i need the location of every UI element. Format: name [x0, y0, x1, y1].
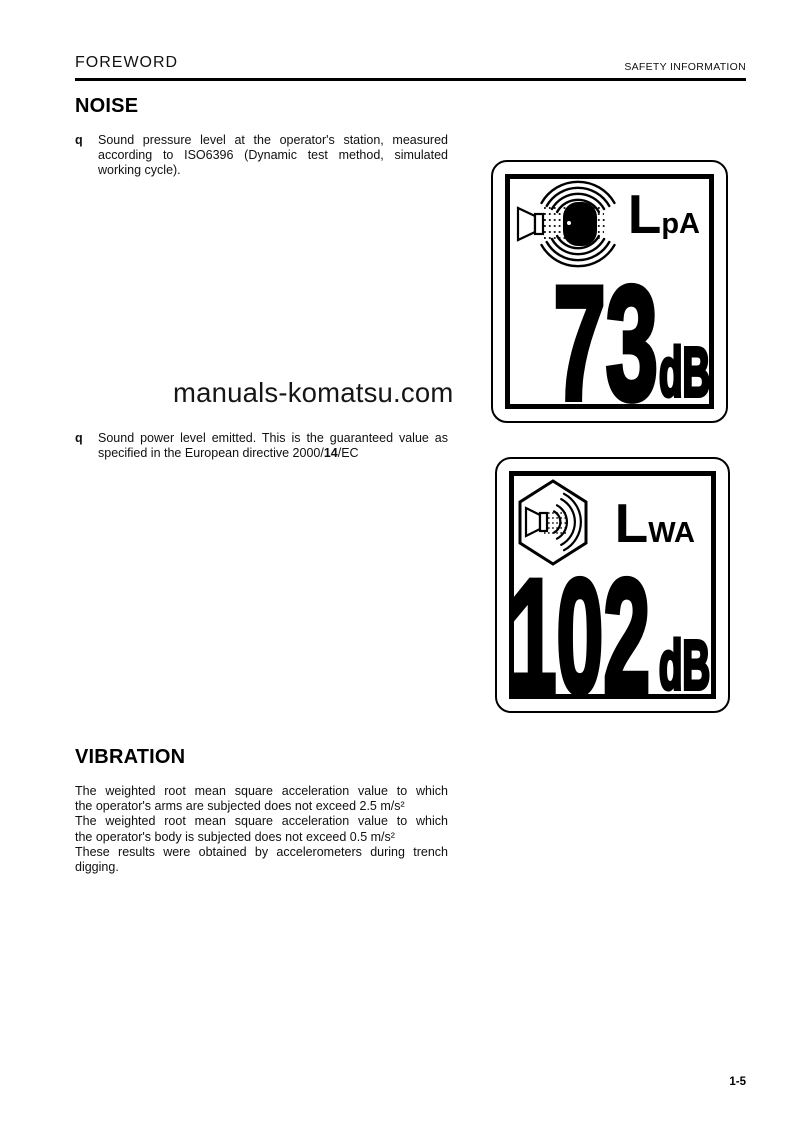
sound-pressure-plate	[491, 160, 728, 435]
bullet-marker: q	[75, 133, 83, 147]
vibration-line: The weighted root mean square acceleration value to which	[75, 784, 448, 798]
vibration-line: digging.	[75, 860, 119, 875]
pressure-value: 73	[553, 253, 659, 435]
lpa-symbol: LpA	[627, 183, 700, 245]
noise-section-title: NOISE	[75, 95, 139, 117]
bullet-marker: q	[75, 431, 83, 445]
watermark-text: manuals-komatsu.com	[173, 377, 454, 408]
power-value-row	[506, 546, 718, 728]
lwa-symbol: LWA	[614, 492, 695, 554]
bullet-text-line: Sound pressure level at the operator's station, measured	[98, 133, 448, 147]
speaker-horn	[518, 208, 535, 240]
vibration-section-title: VIBRATION	[75, 746, 186, 768]
bullet-text-line: specified in the European directive 2000/14/EC	[98, 446, 359, 461]
bullet-text-line: Sound power level emitted. This is the guaranteed value as	[98, 431, 448, 445]
page-number: 1-5	[729, 1076, 746, 1088]
power-unit: dB	[658, 625, 711, 704]
sound-pressure-plate-inner	[505, 174, 714, 435]
pressure-unit: dB	[659, 332, 711, 411]
vibration-line: the operator's body is subjected does not exceed 0.5 m/s²	[75, 829, 395, 844]
header-rule	[75, 78, 746, 81]
vibration-line: These results were obtained by accelerometers during trench	[75, 844, 448, 859]
noise-bullet-pressure	[75, 133, 448, 179]
bullet-text-line: working cycle).	[98, 163, 181, 178]
document-title: FOREWORD	[75, 54, 179, 71]
sound-power-plate	[495, 457, 730, 728]
pressure-value-row	[510, 253, 715, 435]
vibration-paragraph	[75, 784, 448, 875]
bullet-text-line: according to ISO6396 (Dynamic test method, simulated	[98, 148, 448, 163]
directive-number-bold: 14	[323, 446, 338, 461]
vibration-line: the operator's arms are subjected does not exceed 2.5 m/s²	[75, 799, 405, 814]
chapter-title: SAFETY INFORMATION	[624, 61, 746, 73]
power-value: 102	[509, 546, 651, 728]
vibration-line: The weighted root mean square acceleration value to which	[75, 814, 448, 829]
noise-bullet-power	[75, 431, 448, 461]
speaker-horn	[526, 508, 540, 536]
sound-power-plate-inner	[509, 471, 716, 728]
